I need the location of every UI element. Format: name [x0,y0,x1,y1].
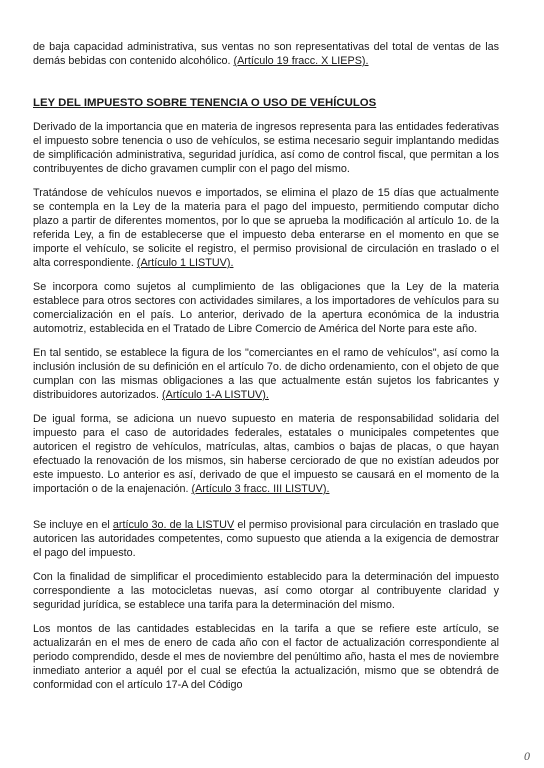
paragraph-solidarity [33,412,499,496]
article-reference: (Artículo 1 LISTUV). [136,257,234,269]
paragraph-text: el permiso provisional para circulación en traslado que autoricen las autoridades competentes, como supuesto que atienda a la exigencia de demostrar el pago del impuesto. [33,519,499,559]
paragraph-text: Se incluye en el [33,519,113,531]
paragraph-motorcycles: Con la finalidad de simplificar el procedimiento establecido para la determinación del impuesto correspondiente a las motocicletas nuevas, así como otorgar al contribuyente claridad y seguridad jurídica, se establece una tarifa para la determinación del mismo. [33,571,499,611]
paragraph-amounts: Los montos de las cantidades establecidas en la tarifa a que se refiere este artículo, se actualizarán en el mes de enero de cada año con el factor de actualización correspondiente al periodo comprendido, desde el mes de noviembre del penúltimo año, hasta el mes de noviembre inmediato anterior a aquél por el cual se efectúa la actualización, mismo que se obtendrá de conformidad con el artículo 17-A del Código [33,623,499,691]
paragraph-new-vehicles [33,186,499,270]
document-page [33,40,499,702]
paragraph-text: de baja capacidad administrativa, sus ventas no son representativas del total de ventas de las demás bebidas con contenido alcohólico. [33,41,499,67]
paragraph-text: De igual forma, se adiciona un nuevo supuesto en materia de responsabilidad solidaria del impuesto para el caso de autoridades federales, estatales o municipales competentes que autoricen el registro de vehículos, matrículas, altas, cambios o bajas de placas, o que hayan efectuado la renovación de los mismos, sin haberse cerciorado de que no existían adeudos por este impuesto. Lo anterior es así, derivado de que el impuesto se causará en el momento de la importación o de la enajenación. [33,413,499,495]
paragraph-merchants [33,346,499,402]
article-reference: artículo 3o. de la LISTUV [112,519,235,531]
paragraph-permit [33,518,499,560]
paragraph-text: Tratándose de vehículos nuevos e importados, se elimina el plazo de 15 días que actualmente se contempla en la Ley de la materia para el pago del impuesto, permitiendo computar dicho plazo a partir de diferentes momentos, por lo que se aprueba la modificación al artículo 1o. de la referida Ley, a fin de establecerse que el impuesto deba enterarse en el momento en que se importe el vehículo, se solicite el registro, el permiso provisional de circulación en traslado o el alta correspondiente. [33,187,499,269]
page-number: 0 [524,749,530,763]
section-heading: LEY DEL IMPUESTO SOBRE TENENCIA O USO DE VEHÍCULOS [33,97,377,109]
paragraph-text: En tal sentido, se establece la figura de los "comerciantes en el ramo de vehículos", así como la inclusión inclusión de su definición en el artículo 7o. de dicho ordenamiento, con el objeto de que cumplan con las mismas obligaciones a las que actualmente están sujetos los fabricantes y distribuidores autorizados. [33,347,499,401]
article-reference: (Artículo 19 fracc. X LIEPS). [233,55,369,67]
article-reference: (Artículo 1-A LISTUV). [162,389,269,401]
paragraph-importance: Derivado de la importancia que en materia de ingresos representa para las entidades federativas el impuesto sobre tenencia o uso de vehículos, se estima necesario seguir implantando medidas de simplificación administrativa, seguridad jurídica, así como de control fiscal, que permitan a los contribuyentes de dicho gravamen cumplir con el pago del mismo. [33,121,499,175]
paragraph-ieps-end [33,40,499,68]
paragraph-importers: Se incorpora como sujetos al cumplimiento de las obligaciones que la Ley de la materia establece para otros sectores con actividades similares, a los importadores de vehículos para su comercialización en el país. Lo anterior, derivado de la apertura económica de la industria automotriz, establecida en el Tratado de Libre Comercio de América del Norte para este año. [33,281,499,335]
article-reference: (Artículo 3 fracc. III LISTUV). [191,483,330,495]
